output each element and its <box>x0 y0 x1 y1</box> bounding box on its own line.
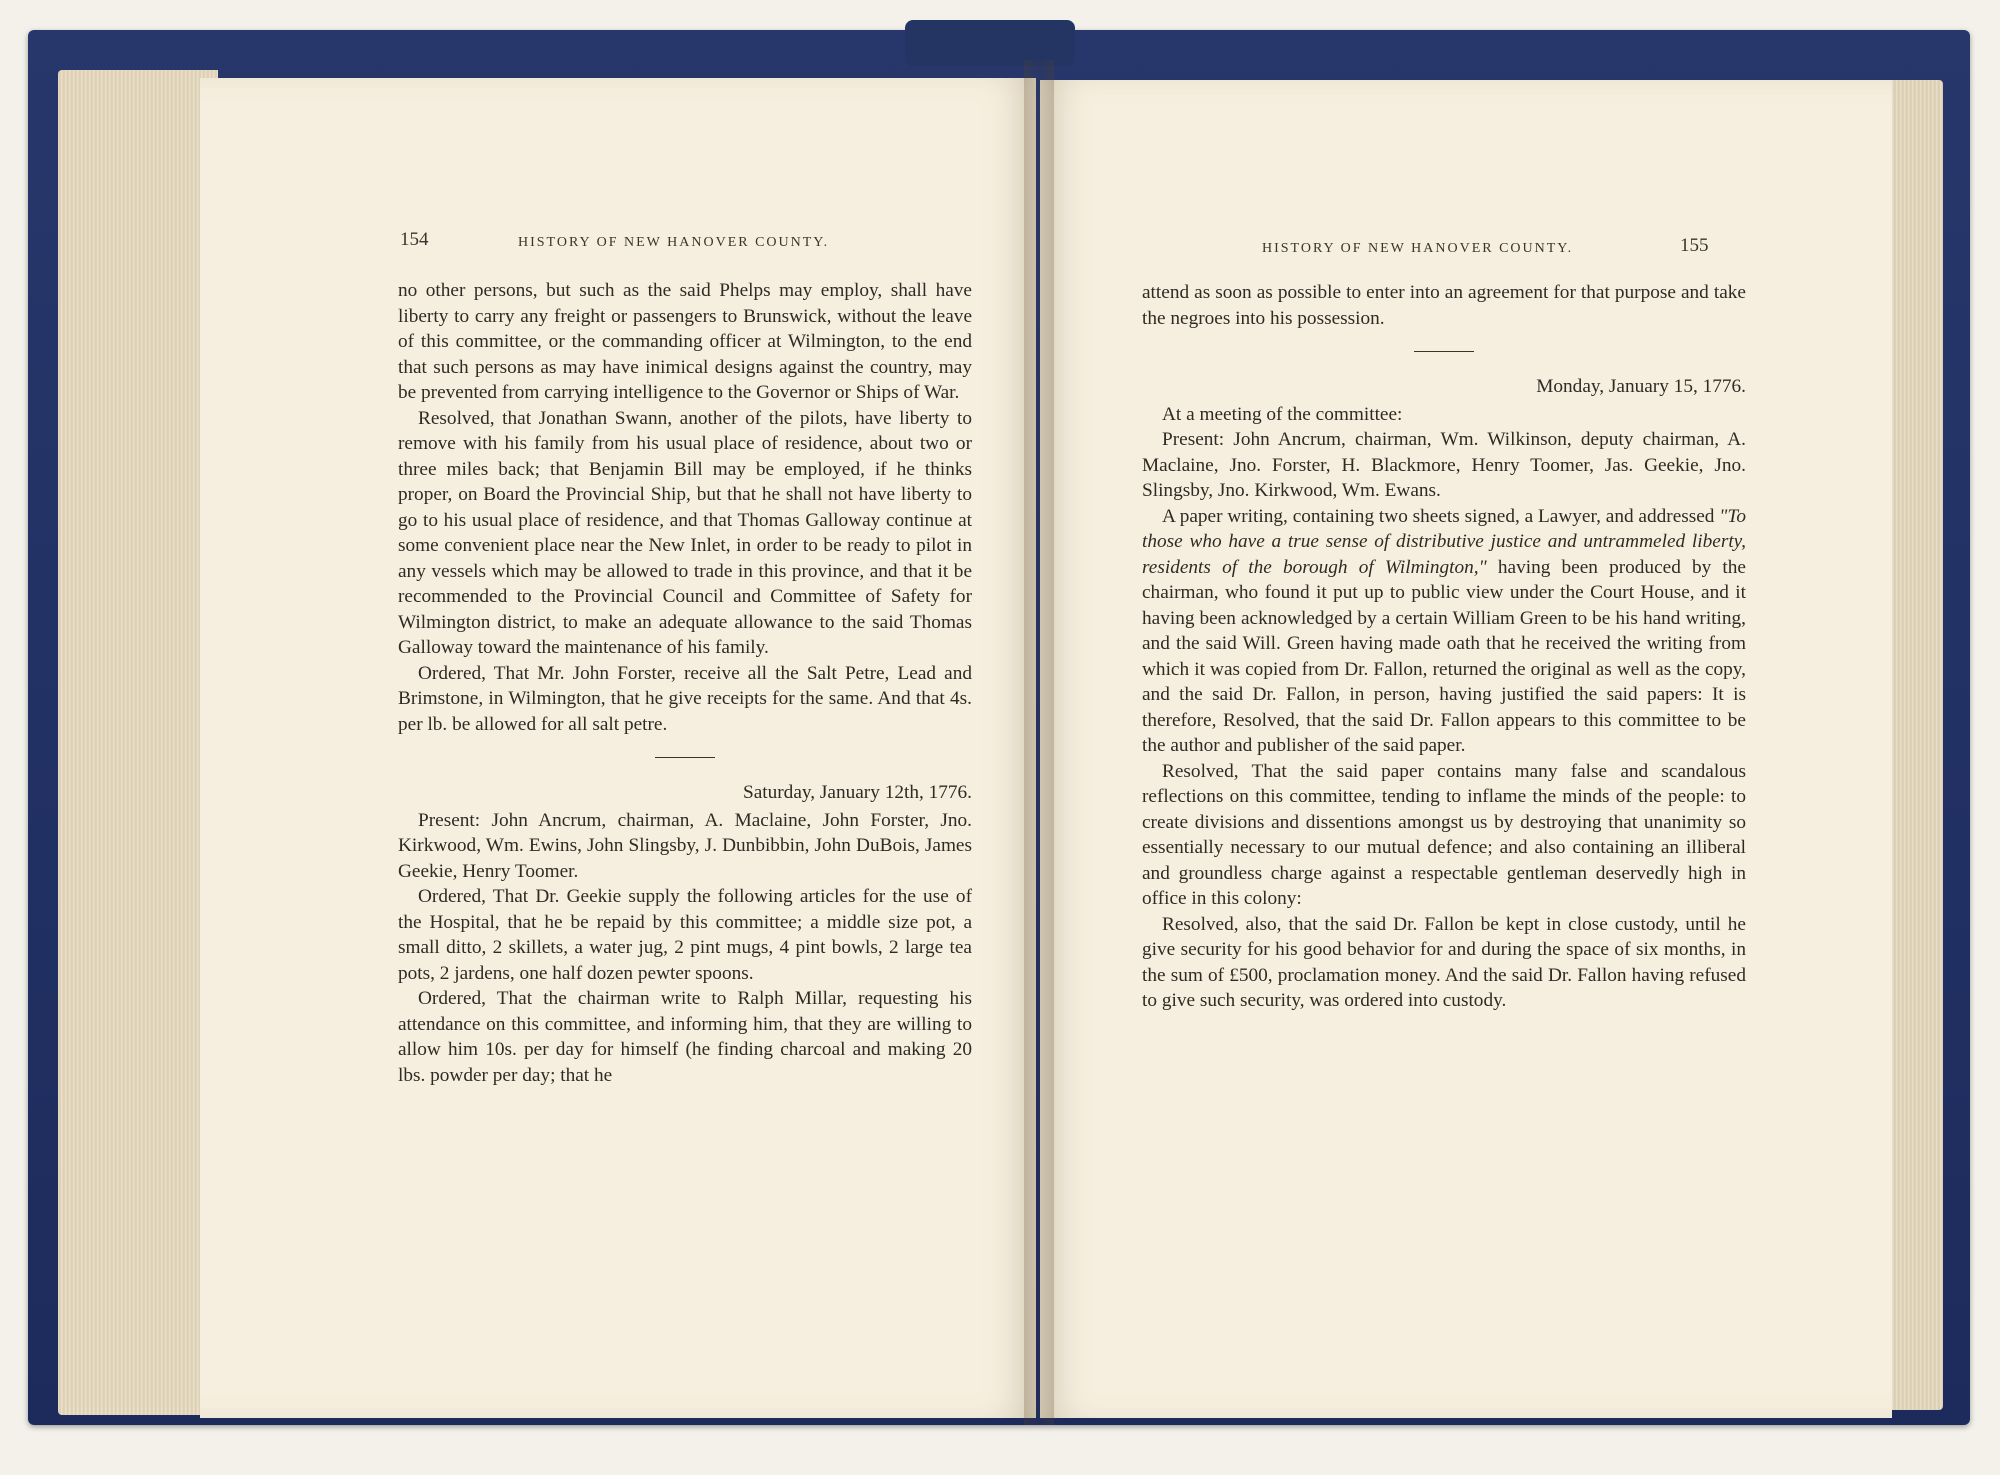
paper-intro: A paper writing, containing two sheets signed, a Lawyer, and addressed <box>1162 505 1720 527</box>
date-heading: Monday, January 15, 1776. <box>1536 376 1746 397</box>
paragraph: Ordered, That Dr. Geekie supply the following articles for the use of the Hospital, that he be repaid by this committee; a middle size pot, a small ditto, 2 skillets, a water jug, 2 pint mugs, 4 pint bowls, 2 large tea pots, 2 jardens, one half dozen pewter spoons. <box>398 886 972 984</box>
running-head-right: HISTORY OF NEW HANOVER COUNTY. <box>1262 241 1574 256</box>
page-number-right: 155 <box>1680 235 1709 256</box>
section-divider <box>655 757 715 758</box>
paragraph: no other persons, but such as the said Phelps may employ, shall have liberty to carry any freight or passengers to Brunswick, without the leave of this committee, or the commanding officer at Wilmington, to the end that such persons as may have inimical designs against the country, may be prevented from carrying intelligence to the Governor or Ships of War. <box>398 280 972 403</box>
paragraph: Resolved, that Jonathan Swann, another of the pilots, have liberty to remove with his family from his usual place of residence, about two or three miles back; that Benjamin Bill may be employed, if he thinks proper, on Board the Provincial Ship, but that he shall not have liberty to go to his usual place of residence, and that Thomas Galloway continue at some convenient place near the New Inlet, in order to be ready to pilot in any vessels which may be allowed to trade in this province, and that it be recommended to the Provincial Council and Committee of Safety for Wilmington district, to make an adequate allowance to the said Thomas Galloway toward the maintenance of his family. <box>398 407 972 658</box>
paragraph: At a meeting of the committee: <box>1162 403 1403 425</box>
right-page-edges <box>1885 80 1943 1410</box>
date-heading: Saturday, January 12th, 1776. <box>742 782 972 803</box>
running-head-left: HISTORY OF NEW HANOVER COUNTY. <box>518 235 830 250</box>
paragraph: Present: John Ancrum, chairman, Wm. Wilkinson, deputy chairman, A. Maclaine, Jno. Forster, H. Blackmore, Henry Toomer, Jas. Geekie, Jno. Slingsby, Jno. Kirkwood, Wm. Ewans. <box>1142 429 1746 501</box>
paragraph: Resolved, also, that the said Dr. Fallon be kept in close custody, until he give security for his good behavior for and during the space of six months, in the sum of £500, proclamation money. And the said Dr. Fallon having refused to give such security, was ordered into custody. <box>1142 913 1746 1011</box>
paragraph: Resolved, That the said paper contains many false and scandalous reflections on this committee, tending to inflame the minds of the people: to create divisions and dissentions amongst us by destroying that unanimity so essentially necessary to our mutual defence; and also containing an illiberal and groundless charge against a respectable gentleman deservedly high in office in this colony: <box>1142 760 1746 909</box>
paper-address: "To those who have a true sense of distributive justice and untrammeled liberty, residents of the borough of Wilmington," <box>1142 505 1746 578</box>
page-number-left: 154 <box>400 229 429 250</box>
right-text-block <box>1142 280 1746 1014</box>
left-page-edges <box>58 70 218 1415</box>
book-gutter <box>1024 60 1054 1425</box>
paragraph: Ordered, That the chairman write to Ralph Millar, requesting his attendance on this committee, and informing him, that they are willing to allow him 10s. per day for himself (he finding charcoal and making 20 lbs. powder per day; that he <box>398 988 972 1086</box>
paragraph: Ordered, That Mr. John Forster, receive all the Salt Petre, Lead and Brimstone, in Wilmington, that he give receipts for the same. And that 4s. per lb. be allowed for all salt petre. <box>398 662 972 735</box>
left-page <box>200 78 1036 1418</box>
paragraph: Present: John Ancrum, chairman, A. Maclaine, John Forster, Jno. Kirkwood, Wm. Ewins, John Slingsby, J. Dunbibbin, John DuBois, James Geekie, Henry Toomer. <box>398 809 972 882</box>
section-divider <box>1414 351 1474 352</box>
paper-rest: having been produced by the chairman, who found it put up to public view under the Court House, and it having been acknowledged by a certain William Green to be his hand writing, and the said Will. Green having made oath that he received the writing from which it was copied from Dr. Fallon, returned the original as well as the copy, and the said Dr. Fallon, in person, having justified the said papers: It is therefore, Resolved, that the said Dr. Fallon appears to this committee to be the author and publisher of the said paper. <box>1142 556 1746 756</box>
paragraph: attend as soon as possible to enter into an agreement for that purpose and take the negroes into his possession. <box>1142 282 1746 329</box>
right-page <box>1040 80 1892 1418</box>
left-text-block <box>398 278 972 1088</box>
paragraph <box>1142 504 1746 759</box>
